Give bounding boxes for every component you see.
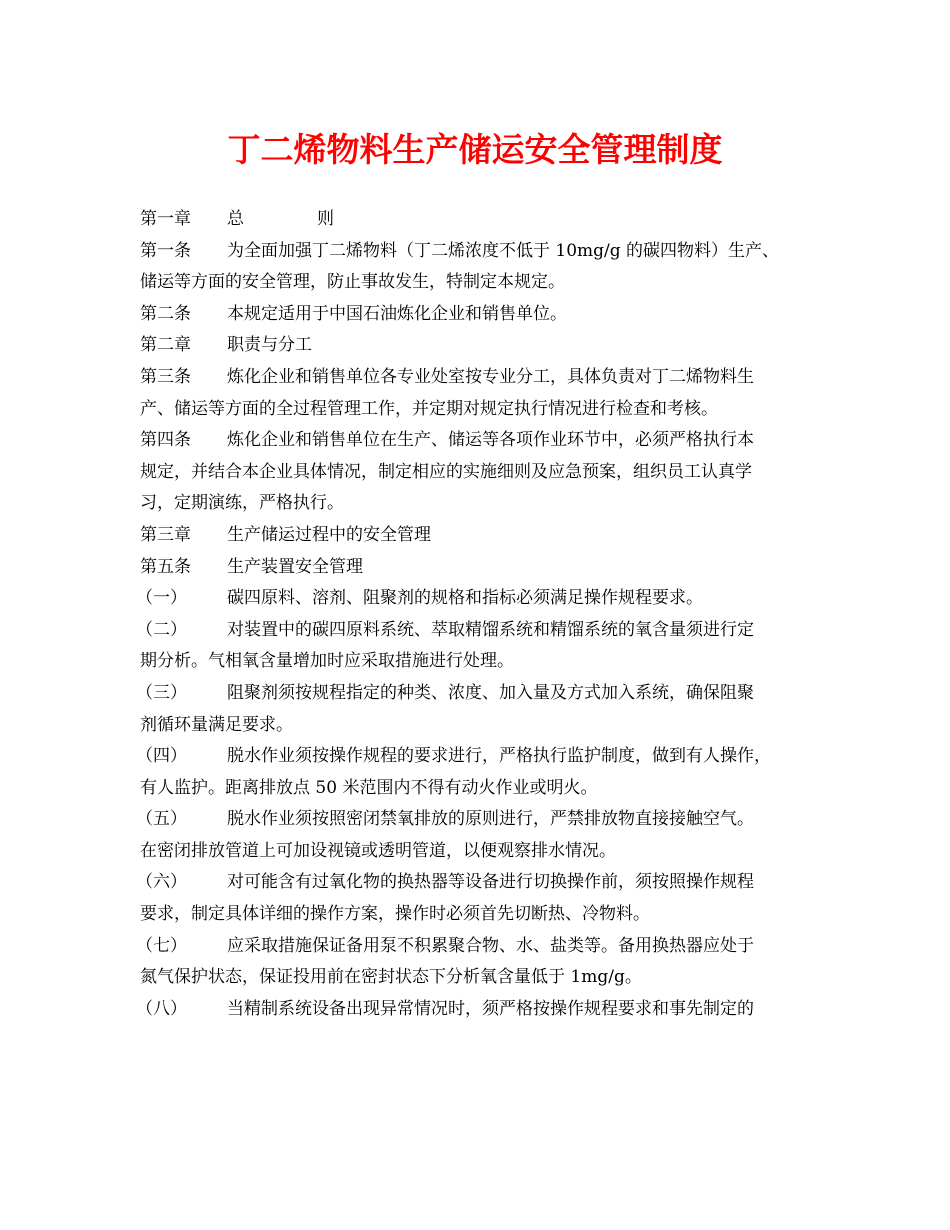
item-number: （七） (136, 935, 187, 956)
document-title: 丁二烯物料生产储运安全管理制度 (227, 130, 723, 169)
text-line (136, 867, 830, 899)
chapter-number: 第一章 (140, 209, 191, 229)
text-line (140, 394, 830, 426)
paragraph-text: 脱水作业须按操作规程的要求进行，严格执行监护制度，做到有人操作， (227, 746, 771, 767)
article-number: 第二条 (140, 303, 191, 324)
chapter-title: 生产储运过程中的安全管理 (227, 524, 431, 545)
text-line (140, 425, 830, 457)
text-line (140, 552, 830, 584)
text-line (140, 520, 830, 552)
paragraph-text: 为全面加强丁二烯物料（丁二烯浓度不低于 10mg/g 的碳四物料）生产、 (227, 240, 780, 261)
text-line (136, 741, 830, 773)
text-line (140, 204, 830, 236)
paragraph-text: 阻聚剂须按规程指定的种类、浓度、加入量及方式加入系统，确保阻聚 (227, 682, 754, 703)
item-number: （二） (136, 619, 187, 640)
text-line (140, 457, 830, 489)
article-number: 第三条 (140, 366, 191, 387)
paragraph-text: 当精制系统设备出现异常情况时，须严格按操作规程要求和事先制定的 (227, 998, 754, 1019)
text-line (140, 267, 830, 299)
document-body (136, 204, 830, 1025)
paragraph-text: 对装置中的碳四原料系统、萃取精馏系统和精馏系统的氧含量须进行定 (227, 619, 754, 640)
paragraph-text: 炼化企业和销售单位各专业处室按专业分工，具体负责对丁二烯物料生 (227, 366, 754, 387)
paragraph-continuation: 要求，制定具体详细的操作方案，操作时必须首先切断热、冷物料。 (140, 904, 650, 925)
paragraph-text: 炼化企业和销售单位在生产、储运等各项作业环节中，必须严格执行本 (227, 430, 754, 451)
paragraph-text: 本规定适用于中国石油炼化企业和销售单位。 (227, 303, 567, 324)
text-line (136, 615, 830, 647)
text-line (140, 710, 830, 742)
text-line (140, 962, 830, 994)
item-number: （一） (136, 588, 187, 609)
text-line (140, 330, 830, 362)
paragraph-continuation: 在密闭排放管道上可加设视镜或透明管道，以便观察排水情况。 (140, 840, 616, 861)
text-line (136, 583, 830, 615)
chapter-title: 职责与分工 (227, 335, 312, 356)
text-line (136, 678, 830, 710)
paragraph-continuation: 剂循环量满足要求。 (140, 714, 293, 735)
item-number: （三） (136, 682, 187, 703)
item-number: （八） (136, 998, 187, 1019)
paragraph-continuation: 产、储运等方面的全过程管理工作，并定期对规定执行情况进行检查和考核。 (140, 398, 718, 419)
paragraph-continuation: 期分析。气相氧含量增加时应采取措施进行处理。 (140, 651, 514, 672)
article-number: 第五条 (140, 556, 191, 577)
paragraph-continuation: 氮气保护状态，保证投用前在密封状态下分析氧含量低于 1mg/g。 (140, 967, 642, 988)
text-line (140, 362, 830, 394)
paragraph-continuation: 储运等方面的安全管理，防止事故发生，特制定本规定。 (140, 272, 565, 293)
chapter-number: 第三章 (140, 524, 191, 545)
item-number: （四） (136, 746, 187, 767)
paragraph-text: 生产装置安全管理 (227, 556, 363, 577)
text-line (140, 646, 830, 678)
text-line (140, 836, 830, 868)
paragraph-continuation: 规定，并结合本企业具体情况，制定相应的实施细则及应急预案，组织员工认真学 (140, 461, 752, 482)
text-line (140, 773, 830, 805)
article-number: 第一条 (140, 240, 191, 261)
paragraph-continuation: 习，定期演练，严格执行。 (140, 493, 344, 514)
article-number: 第四条 (140, 430, 191, 451)
text-line (140, 236, 830, 268)
paragraph-text: 碳四原料、溶剂、阻聚剂的规格和指标必须满足操作规程要求。 (227, 588, 703, 609)
paragraph-text: 脱水作业须按照密闭禁氧排放的原则进行，严禁排放物直接接触空气。 (227, 809, 754, 830)
paragraph-text: 应采取措施保证备用泵不积累聚合物、水、盐类等。备用换热器应处于 (227, 935, 754, 956)
text-line (136, 994, 830, 1026)
text-line (136, 804, 830, 836)
paragraph-text: 对可能含有过氧化物的换热器等设备进行切换操作前，须按照操作规程 (227, 872, 754, 893)
text-line (140, 488, 830, 520)
chapter-title-part: 总 (227, 209, 244, 229)
item-number: （五） (136, 809, 187, 830)
text-line (140, 299, 830, 331)
chapter-number: 第二章 (140, 335, 191, 356)
chapter-title-part: 则 (317, 209, 334, 229)
paragraph-continuation: 有人监护。距离排放点 50 米范围内不得有动火作业或明火。 (140, 777, 598, 798)
item-number: （六） (136, 872, 187, 893)
text-line (136, 931, 830, 963)
text-line (140, 899, 830, 931)
